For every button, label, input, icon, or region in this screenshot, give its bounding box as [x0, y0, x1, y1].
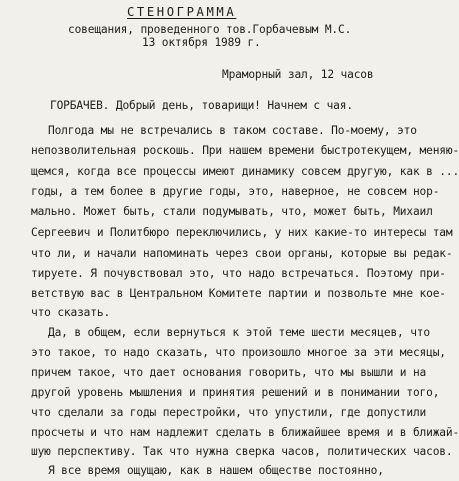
body-line: мально. Может быть, стали подумывать, что, может быть, Михаил [31, 205, 433, 218]
body-line: что сделали за годы перестройки, что упустили, где допустили [31, 406, 427, 419]
meeting-place-time: Мраморный зал, 12 часов [222, 68, 374, 81]
body-line: годы, а тем более в другие годы, это, наверное, не совсем нор- [31, 185, 440, 198]
body-line: причем такое, что дает основания говорить, что мы вышли и на [31, 366, 427, 379]
body-line: это такое, то надо сказать, что произошло многое за эти месяцы, [31, 346, 446, 359]
meeting-date: 13 октября 1989 г. [142, 36, 261, 49]
body-line: Сергеевич и Политбюро переключились, у них какие-то интересы там [31, 226, 453, 239]
body-line: тируете. Я почувствовал это, что надо встречаться. Поэтому при- [31, 267, 446, 280]
body-line: другой уровень мышления и принятия решений и в понимании того, [31, 386, 440, 399]
body-line: непозволительная роскошь. При нашем времени быстротекущем, меняю- [31, 144, 459, 157]
body-line: ГОРБАЧЕВ. Добрый день, товарищи! Начнем с чая. [50, 99, 353, 112]
body-line: что ли, и начали напоминать через свои органы, которые вы редак- [31, 247, 453, 260]
body-line: что сказать. [31, 306, 111, 319]
body-line: ветствую вас в Центральном Комитете партии и позвольте мне кое- [31, 287, 446, 300]
meeting-description: совещания, проведенного тов.Горбачевым М.С. [68, 23, 352, 36]
body-line: шую перспективу. Так что нужна сверка часов, политических часов. [31, 445, 453, 458]
body-line: щемся, когда все процессы имеют динамику совсем другую, как в ... [31, 165, 459, 178]
body-line: Полгода мы не встречались в таком составе. По-моему, это [48, 124, 417, 137]
body-line: просчеты и что нам надлежит сделать в ближайшее время и в ближай- [31, 426, 459, 439]
body-line: Я все время ощущаю, как в нашем обществе постоянно, [48, 464, 384, 477]
body-line: Да, в общем, если вернуться к этой теме шести месяцев, что [48, 326, 430, 339]
document-title: СТЕНОГРАММА [127, 5, 237, 19]
